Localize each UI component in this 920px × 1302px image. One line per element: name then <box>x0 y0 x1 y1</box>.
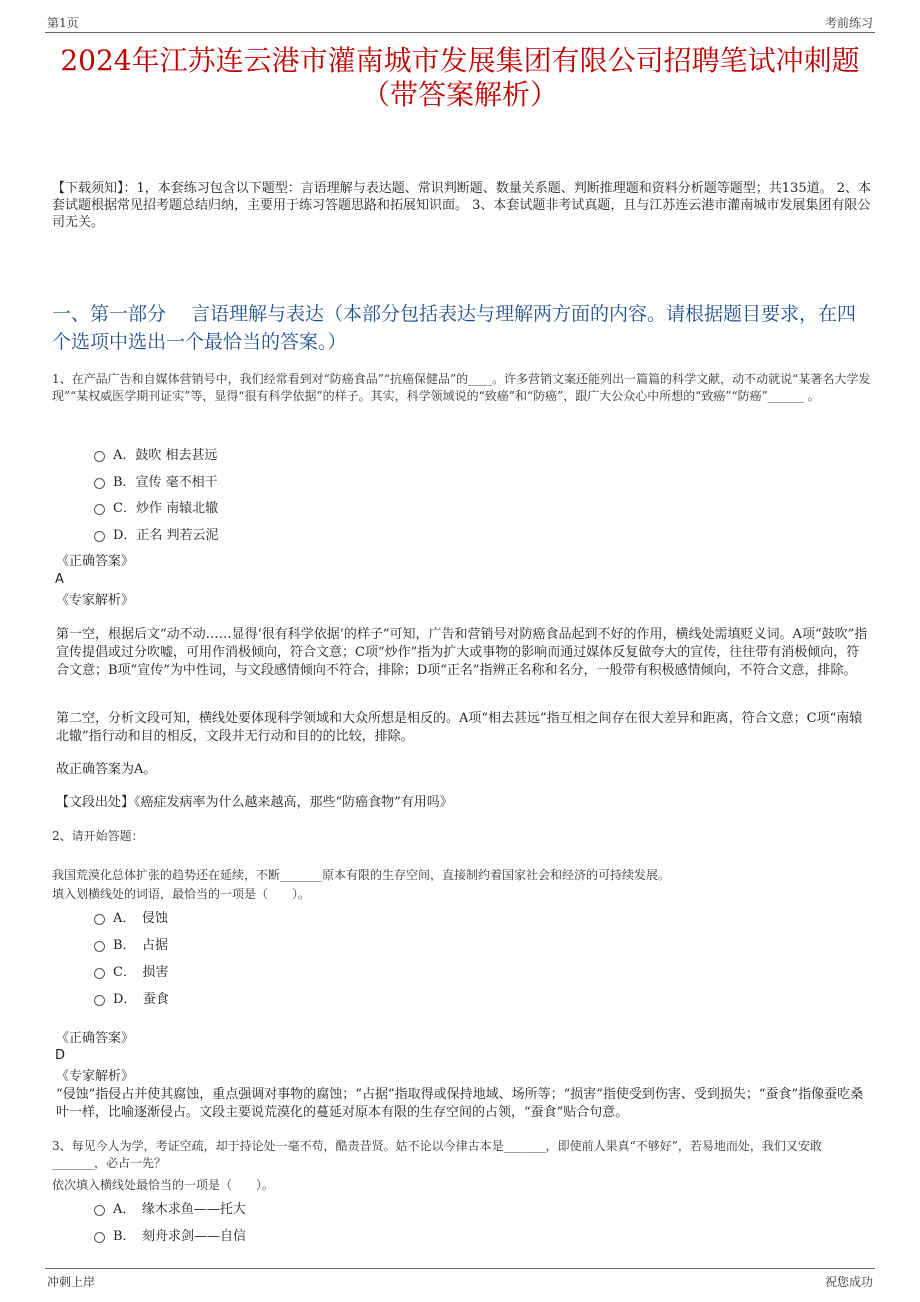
question-1-answer: A <box>55 572 64 587</box>
question-2-answer-label: 《正确答案》 <box>56 1031 135 1046</box>
footer-left-label: 冲刺上岸 <box>47 1275 96 1289</box>
radio-icon[interactable] <box>94 995 105 1006</box>
question-2-prompt: 填入划横线处的词语，最恰当的一项是（ ）。 <box>52 887 311 901</box>
question-3-option-b[interactable]: B． 刻舟求剑——自信 <box>94 1225 246 1245</box>
question-1-answer-label: 《正确答案》 <box>56 554 135 569</box>
page-header <box>45 12 875 33</box>
question-1-option-d[interactable]: D．正名 判若云泥 <box>94 524 219 544</box>
question-3-prompt: 依次填入横线处最恰当的一项是（ ）。 <box>52 1178 275 1192</box>
question-2-analysis-label: 《专家解析》 <box>56 1069 135 1084</box>
question-3-option-a[interactable]: A． 缘木求鱼——托大 <box>94 1198 246 1218</box>
question-2-option-d[interactable]: D． 蚕食 <box>94 988 169 1008</box>
question-2-analysis: “侵蚀”指侵占并使其腐蚀，重点强调对事物的腐蚀；“占据”指取得或保持地域、场所等；“损害”指使受到伤害、受到损失；“蚕食”指像蚕吃桑叶一样，比喻逐渐侵占。文段主要说荒漠化的蔓延对原本有限的生存空间的占领，“蚕食”贴合句意。 <box>56 1087 864 1120</box>
radio-icon[interactable] <box>94 1232 105 1243</box>
radio-icon[interactable] <box>94 451 105 462</box>
question-2-option-b[interactable]: B． 占据 <box>94 934 168 954</box>
question-1-option-c[interactable]: C．炒作 南辕北辙 <box>94 497 218 517</box>
radio-icon[interactable] <box>94 478 105 489</box>
question-2-answer: D <box>55 1048 66 1063</box>
question-1-analysis-label: 《专家解析》 <box>56 593 135 608</box>
question-1-source: 【文段出处】《癌症发病率为什么越来越高，那些“防癌食物”有用吗》 <box>56 795 453 810</box>
page-footer <box>45 1268 875 1291</box>
radio-icon[interactable] <box>94 941 105 952</box>
radio-icon[interactable] <box>94 504 105 515</box>
question-1-conclusion: 故正确答案为A。 <box>56 762 157 777</box>
question-1-option-a[interactable]: A．鼓吹 相去甚远 <box>94 444 218 464</box>
footer-right-label: 祝您成功 <box>824 1275 873 1289</box>
question-1-stem: 1、在产品广告和自媒体营销号中，我们经常看到对“防癌食品”“抗癌保健品”的____。许多营销文案还能列出一篇篇的科学文献，动不动就说“某著名大学发现”“某权威医学期刊证实”等，显得“很有科学依据”的样子。其实，科学领域说的“致癌”和“防癌”，跟广大公众心中所想的“致癌”“防癌”______ 。 <box>52 372 871 403</box>
page-title: 2024年江苏连云港市灌南城市发展集团有限公司招聘笔试冲刺题（带答案解析） <box>60 44 860 111</box>
radio-icon[interactable] <box>94 531 105 542</box>
question-2-option-a[interactable]: A． 侵蚀 <box>94 907 168 927</box>
question-1-analysis-2: 第二空，分析文段可知，横线处要体现科学领域和大众所想是相反的。A项“相去甚远”指互相之间存在很大差异和距离，符合文意；C项“南辕北辙”指行动和目的相反，文段并无行动和目的的比较，排除。 <box>56 711 863 744</box>
radio-icon[interactable] <box>94 914 105 925</box>
question-1-analysis-1: 第一空，根据后文“动不动……显得‘很有科学依据’的样子”可知，广告和营销号对防癌食品起到不好的作用，横线处需填贬义词。A项“鼓吹”指宣传提倡或过分吹嘘，可用作消极倾向，符合文意；C项“炒作”指为扩大或事物的影响而通过媒体反复做夸大的宣传，往往带有消极倾向，符合文意；B项“宣传”为中性词，与文段感情倾向不符合，排除；D项“正名”指辨正名称和名分，一般带有积极感情倾向，不符合文意，排除。 <box>56 627 868 678</box>
question-3-stem: 3、每见今人为学，考证空疏，却于持论处一毫不苟，酷责昔贤。姑不论以今律古本是_______，即使前人果真“不够好”，若易地而处，我们又安敢_______，必占一先？ <box>52 1139 822 1170</box>
download-notice: 【下载须知】：1，本套练习包含以下题型：言语理解与表达题、常识判断题、数量关系题、判断推理题和资料分析题等题型；共135道。 2、本套试题根据常见招考题总结归纳，主要用于练习答题思路和拓展知识面。 3、本套试题非考试真题，且与江苏连云港市灌南城市发展集团有限公司无关。 <box>52 181 871 230</box>
question-2-option-c[interactable]: C． 损害 <box>94 961 168 981</box>
header-page-number: 第1页 <box>47 16 79 30</box>
question-1-option-b[interactable]: B．宣传 毫不相干 <box>94 471 218 491</box>
section-heading: 一、第一部分 言语理解与表达（本部分包括表达与理解两方面的内容。请根据题目要求，在四个选项中选出一个最恰当的答案。） <box>52 303 857 353</box>
radio-icon[interactable] <box>94 1205 105 1216</box>
radio-icon[interactable] <box>94 968 105 979</box>
question-2-stem: 我国荒漠化总体扩张的趋势还在延续，不断_______原本有限的生存空间，直接制约着国家社会和经济的可持续发展。 <box>52 868 671 882</box>
header-label: 考前练习 <box>824 16 873 30</box>
question-2-lead: 2、请开始答题： <box>52 829 144 843</box>
